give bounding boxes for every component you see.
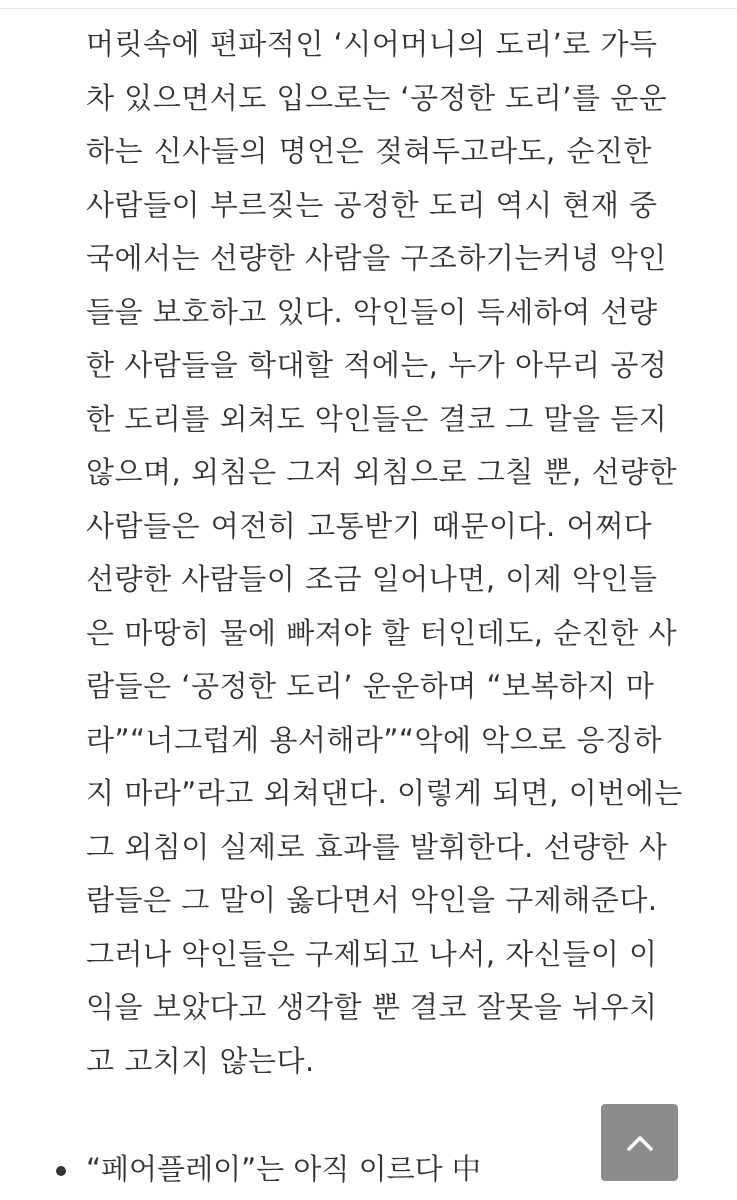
top-divider	[0, 8, 737, 9]
chevron-up-icon	[626, 1134, 654, 1152]
related-item-text[interactable]: “페어플레이”는 아직 이르다 中	[86, 1152, 481, 1186]
article-line: 라”“너그럽게 용서해라”“악에 악으로 응징하	[86, 722, 662, 757]
article-line: 머릿속에 편파적인 ‘시어머니의 도리’로 가득	[86, 27, 658, 61]
article-line: 하는 신사들의 명언은 젖혀두고라도, 순진한	[86, 134, 652, 168]
article-line: 차 있으면서도 입으로는 ‘공정한 도리’를 운운	[86, 80, 668, 115]
article-line: 선량한 사람들이 조금 일어나면, 이제 악인들	[86, 562, 658, 596]
bullet-icon	[56, 1166, 66, 1176]
article-line: 국에서는 선량한 사람을 구조하기는커녕 악인	[86, 241, 667, 275]
article-line: 그 외침이 실제로 효과를 발휘한다. 선량한 사	[86, 829, 668, 864]
article-line: 한 사람들을 학대할 적에는, 누가 아무리 공정	[86, 348, 668, 382]
article-line: 지 마라”라고 외쳐댄다. 이렇게 되면, 이번에는	[86, 776, 683, 810]
article-line: 사람들이 부르짖는 공정한 도리 역시 현재 중	[86, 187, 658, 222]
article-line: 익을 보았다고 생각할 뿐 결코 잘못을 뉘우치	[86, 990, 658, 1024]
article-line: 않으며, 외침은 그저 외침으로 그칠 뿐, 선량한	[86, 455, 677, 489]
article-line: 한 도리를 외쳐도 악인들은 결코 그 말을 듣지	[86, 401, 668, 436]
article-line: 사람들은 여전히 고통받기 때문이다. 어쩌다	[86, 508, 652, 543]
article-body	[86, 18, 683, 1088]
article-line: 은 마땅히 물에 빠져야 할 터인데도, 순진한 사	[86, 615, 677, 650]
article-line: 람들은 그 말이 옳다면서 악인을 구제해준다.	[86, 883, 658, 917]
article-line: 람들은 ‘공정한 도리’ 운운하며 “보복하지 마	[86, 669, 655, 703]
article-line: 고 고치지 않는다.	[86, 1043, 315, 1078]
related-list-item[interactable]	[56, 1144, 481, 1194]
scroll-to-top-button[interactable]	[601, 1104, 678, 1181]
article-line: 그러나 악인들은 구제되고 나서, 자신들이 이	[86, 936, 658, 971]
article-line: 들을 보호하고 있다. 악인들이 득세하여 선량	[86, 294, 658, 329]
